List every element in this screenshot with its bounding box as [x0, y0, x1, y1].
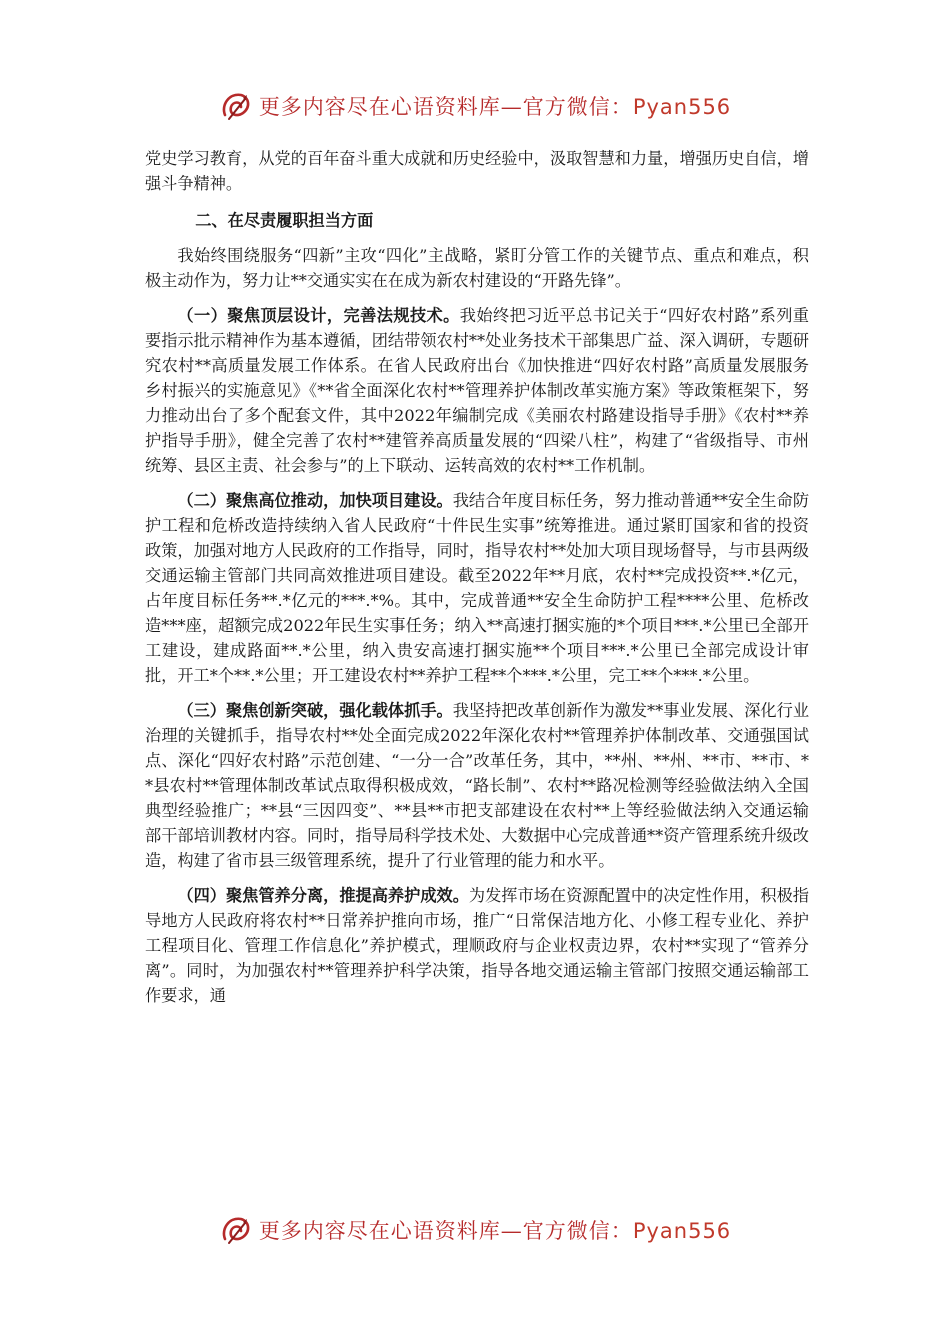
- paragraph-intro: 我始终围绕服务“四新”主攻“四化”主战略，紧盯分管工作的关键节点、重点和难点，积极主动作为，努力让**交通实实在在成为新农村建设的“开路先锋”。: [145, 246, 809, 290]
- paragraph-item-4: [145, 883, 809, 1008]
- banner-wechat-id: Pyan556: [632, 95, 732, 119]
- item-body: 我坚持把改革创新作为激发**事业发展、深化行业治理的关键抓手，指导农村**处全面完成2022年深化农村**管理养护体制改革、交通强国试点、深化“四好农村路”示范创建、“一分一合”改革任务，其中，**州、**州、**市、**市、**县农村**管理体制改革试点取得积极成效，“路长制”、农村**路况检测等经验做法纳入全国典型经验推广；**县“三因四变”、**县**市把支部建设在农村**上等经验做法纳入交通运输部干部培训教材内容。同时，指导局科学技术处、大数据中心完成普通**资产管理系统升级改造，构建了省市县三级管理系统，提升了行业管理的能力和水平。: [145, 701, 810, 870]
- item-title: （一）聚焦顶层设计，完善法规技术。: [177, 306, 460, 325]
- item-body: 为发挥市场在资源配置中的决定性作用，积极指导地方人民政府将农村**日常养护推向市场，推广“日常保洁地方化、小修工程专业化、养护工程项目化、管理工作信息化”养护模式，理顺政府与企业权责边界，农村**实现了“管养分离”。同时，为加强农村**管理养护科学决策，指导各地交通运输主管部门按照交通运输部工作要求，通: [145, 886, 809, 1005]
- paragraph-continued: 党史学习教育，从党的百年奋斗重大成就和历史经验中，汲取智慧和力量，增强历史自信，增强斗争精神。: [145, 149, 809, 193]
- footer-banner: [0, 1210, 950, 1250]
- banner-text: [259, 91, 731, 121]
- item-title: （四）聚焦管养分离，推提高养护成效。: [177, 886, 469, 905]
- banner-label: 更多内容尽在心语资料库—官方微信：: [258, 1219, 633, 1243]
- paragraph-item-2: [145, 488, 809, 688]
- quill-swirl-logo-icon: [219, 1213, 253, 1247]
- banner-label: 更多内容尽在心语资料库—官方微信：: [258, 95, 633, 119]
- header-banner: [0, 86, 950, 126]
- section-heading: 二、在尽责履职担当方面: [195, 211, 374, 230]
- banner-text: [259, 1215, 731, 1245]
- item-body: 我始终把习近平总书记关于“四好农村路”系列重要指示批示精神作为基本遵循，团结带领农村**处业务技术干部集思广益、深入调研，专题研究农村**高质量发展工作体系。在省人民政府出台《加快推进“四好农村路”高质量发展服务乡村振兴的实施意见》《**省全面深化农村**管理养护体制改革实施方案》等政策框架下，努力推动出台了多个配套文件，其中2022年编制完成《美丽农村路建设指导手册》《农村**养护指导手册》，健全完善了农村**建管养高质量发展的“四梁八柱”，构建了“省级指导、市州统筹、县区主责、社会参与”的上下联动、运转高效的农村**工作机制。: [145, 306, 809, 475]
- banner-wechat-id: Pyan556: [632, 1219, 732, 1243]
- item-title: （二）聚焦高位推动，加快项目建设。: [177, 491, 453, 510]
- item-body: 我结合年度目标任务，努力推动普通**安全生命防护工程和危桥改造持续纳入省人民政府“十件民生实事”统筹推进。通过紧盯国家和省的投资政策，加强对地方人民政府的工作指导，同时，指导农村**处加大项目现场督导，与市县两级交通运输主管部门共同高效推进项目建设。截至2022年**月底，农村**完成投资**.*亿元，占年度目标任务**.*亿元的***.*%。其中，完成普通**安全生命防护工程****公里、危桥改造***座，超额完成2022年民生实事任务；纳入**高速打捆实施的*个项目***.*公里已全部开工建设，建成路面**.*公里，纳入贵安高速打捆实施**个项目***.*公里已全部完成设计审批，开工*个**.*公里；开工建设农村**养护工程**个***.*公里，完工**个***.*公里。: [145, 491, 810, 685]
- paragraph-item-3: [145, 698, 809, 873]
- paragraph-item-1: [145, 303, 809, 478]
- quill-swirl-logo-icon: [219, 89, 253, 123]
- item-title: （三）聚焦创新突破，强化载体抓手。: [177, 701, 453, 720]
- document-body: [145, 146, 809, 1008]
